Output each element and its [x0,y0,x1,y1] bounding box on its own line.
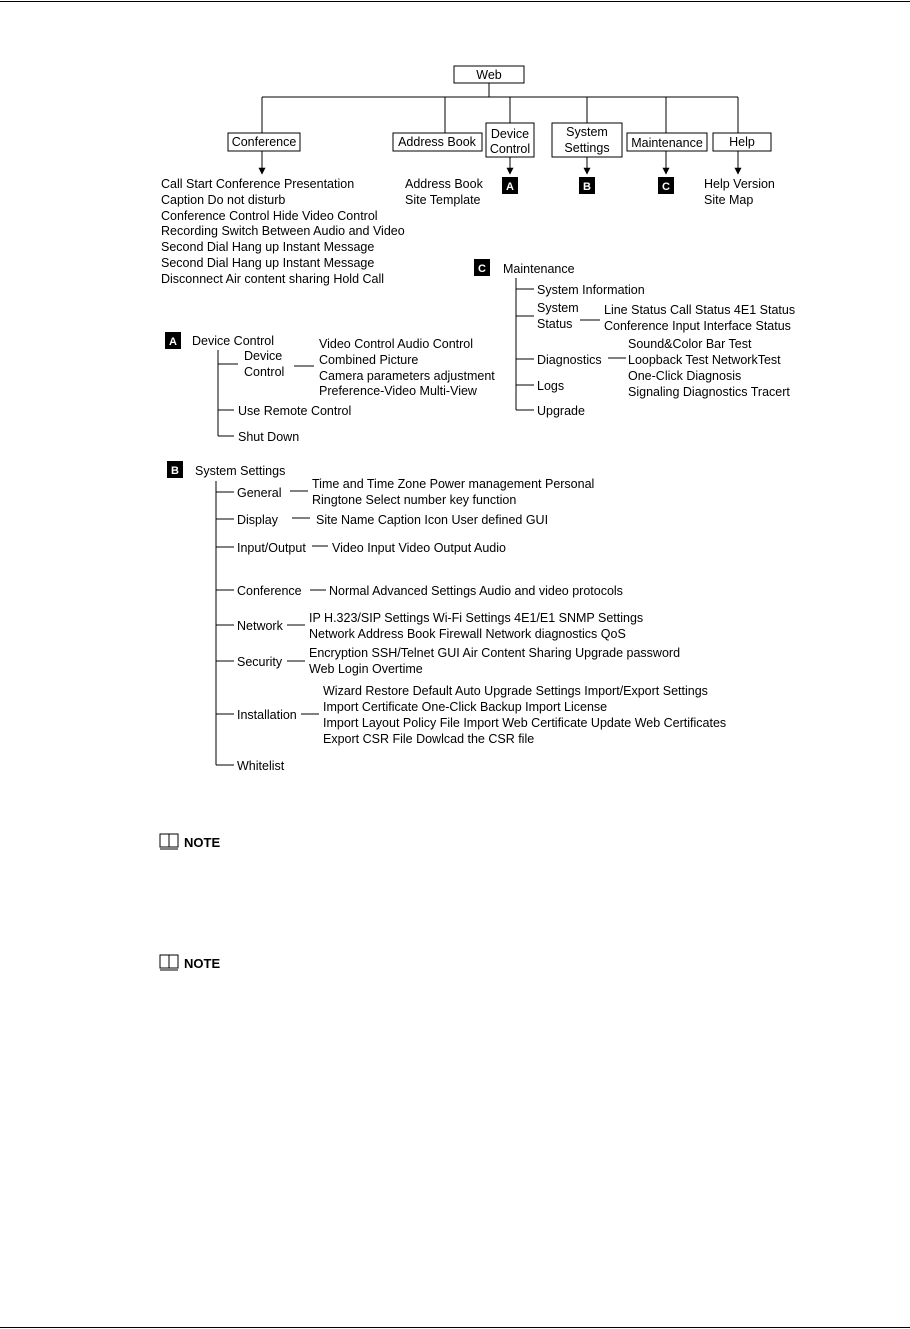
section-a-badge-label: A [169,336,177,348]
installation-item: Import Layout Policy File Import Web Certificate Update Web Certificates [323,716,727,730]
input-output-item: Video Input Video Output Audio [332,541,506,555]
section-a-title: Device Control [192,334,274,348]
settings-display: Display [237,513,278,527]
device-control-item: Camera parameters adjustment [319,369,495,383]
badge-a-label: A [506,181,514,193]
device-control-sub-1: Device [244,349,283,363]
system-status-item: Conference Input Interface Status [604,319,791,333]
device-control-label-2: Control [489,142,531,156]
device-control-item: Video Control Audio Control [319,337,474,351]
settings-network: Network [237,619,283,633]
maintenance-upgrade: Upgrade [537,404,585,418]
device-control-item: Combined Picture [319,353,419,367]
installation-item: Export CSR File Dowlcad the CSR file [323,732,535,746]
conference-item: Call Start Conference Presentation [161,177,355,191]
help-label: Help [729,135,755,149]
settings-input-output: Input/Output [237,541,306,555]
security-item: Web Login Overtime [309,662,423,676]
maintenance-label: Maintenance [631,136,703,150]
badge-c-label: C [662,181,670,193]
section-c-badge-label: C [478,263,486,275]
settings-security: Security [237,655,283,669]
maintenance-diagnostics: Diagnostics [537,353,602,367]
section-b-badge-label: B [171,465,179,477]
installation-item: Import Certificate One-Click Backup Import License [323,700,608,714]
book-icon [160,834,178,849]
conference-item: Second Dial Hang up Instant Message [161,256,375,270]
device-control-item: Preference-Video Multi-View [319,384,477,398]
conference-item: Second Dial Hang up Instant Message [161,240,375,254]
diagnostics-item: Sound&Color Bar Test [628,337,752,351]
diagnostics-item: One-Click Diagnosis [628,369,742,383]
settings-whitelist: Whitelist [237,759,285,773]
device-control-label-1: Device [490,127,530,141]
note-label: NOTE [184,835,221,850]
system-status-item: Line Status Call Status 4E1 Status [604,303,796,317]
conference-label: Conference [231,135,297,149]
display-item: Site Name Caption Icon User defined GUI [316,513,549,527]
system-settings-label-2: Settings [564,141,610,155]
conference-item: Recording Switch Between Audio and Video [161,224,405,238]
network-item: IP H.323/SIP Settings Wi-Fi Settings 4E1/E1 SNMP Settings [309,611,644,625]
address-book-label: Address Book [398,135,476,149]
section-c-title: Maintenance [503,262,575,276]
help-item: Help Version [704,177,775,191]
address-book-item: Site Template [405,193,481,207]
badge-b-label: B [583,181,591,193]
help-item: Site Map [704,193,754,207]
section-b-title: System Settings [195,464,286,478]
maintenance-system-status-2: Status [537,317,573,331]
maintenance-logs: Logs [537,379,565,393]
settings-installation: Installation [237,708,297,722]
address-book-item: Address Book [405,177,483,191]
installation-item: Wizard Restore Default Auto Upgrade Settings Import/Export Settings [323,684,708,698]
note-label: NOTE [184,956,221,971]
general-item: Ringtone Select number key function [312,493,517,507]
security-item: Encryption SSH/Telnet GUI Air Content Sharing Upgrade password [309,646,681,660]
device-control-sub-2: Control [244,365,285,379]
diagnostics-item: Loopback Test NetworkTest [628,353,781,367]
settings-general: General [237,486,282,500]
conference-item: Caption Do not disturb [161,193,286,207]
network-item: Network Address Book Firewall Network diagnostics QoS [309,627,626,641]
maintenance-system-status-1: System [537,301,579,315]
system-settings-label-1: System [566,125,608,139]
conference-item: Conference Control Hide Video Control [161,209,378,223]
web-root-label: Web [476,68,502,82]
settings-conference: Conference [237,584,302,598]
use-remote-control: Use Remote Control [238,404,352,418]
maintenance-system-information: System Information [537,283,645,297]
diagnostics-item: Signaling Diagnostics Tracert [628,385,790,399]
conference-settings-item: Normal Advanced Settings Audio and video protocols [329,584,623,598]
book-icon [160,955,178,970]
shut-down: Shut Down [238,430,300,444]
general-item: Time and Time Zone Power management Personal [312,477,595,491]
conference-item: Disconnect Air content sharing Hold Call [161,272,385,286]
